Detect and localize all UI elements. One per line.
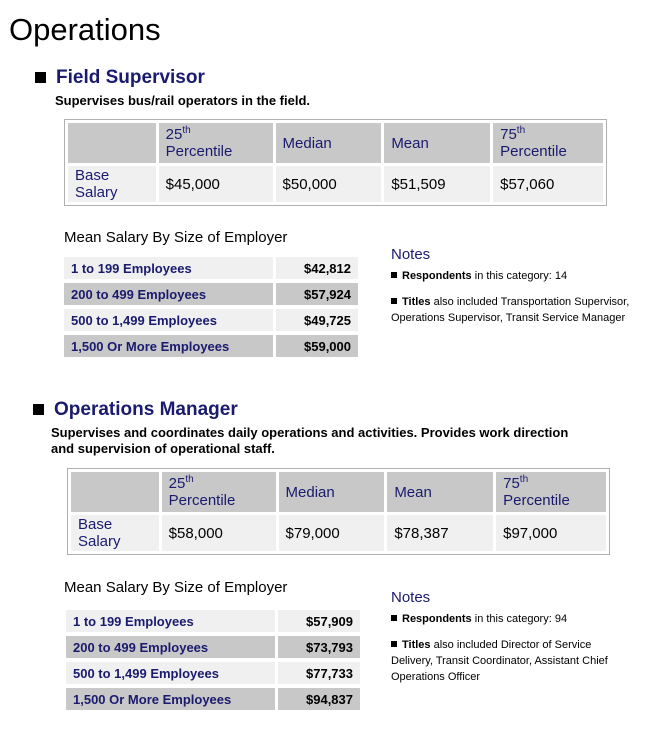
size-of-employer-heading: Mean Salary By Size of Employer [64, 229, 288, 246]
header-75th-percentile: 75th Percentile [496, 472, 606, 512]
salary-median-value: $79,000 [279, 515, 385, 551]
note-respondents: Respondents in this category: 14 [391, 268, 631, 284]
employer-size-value: $73,793 [275, 636, 360, 658]
employer-size-value: $57,909 [275, 610, 360, 632]
salary-percentile-table [64, 119, 607, 206]
bullet-square-icon [391, 615, 397, 621]
salary-header-row [68, 123, 603, 163]
employer-size-label: 500 to 1,499 Employees [66, 662, 275, 684]
employer-size-label: 1,500 Or More Employees [66, 688, 275, 710]
employer-size-value: $49,725 [273, 309, 358, 331]
table-row [66, 688, 360, 710]
table-row [66, 662, 360, 684]
employer-size-value: $77,733 [275, 662, 360, 684]
employer-size-value: $59,000 [273, 335, 358, 357]
notes-heading: Notes [391, 246, 431, 263]
table-row [66, 636, 360, 658]
table-row [64, 309, 358, 331]
job-description: Supervises bus/rail operators in the field. [55, 93, 311, 108]
header-median: Median [276, 123, 382, 163]
employer-size-label: 200 to 499 Employees [64, 283, 273, 305]
size-of-employer-table [66, 606, 360, 714]
note-titles: Titles also included Transportation Supervisor, Operations Supervisor, Transit Service Manager [391, 296, 630, 324]
salary-median-value: $50,000 [276, 166, 382, 202]
job-description: Supervises and coordinates daily operations and activities. Provides work direction and supervision of operational staff. [51, 425, 569, 456]
page-title: Operations [9, 12, 161, 47]
base-salary-label: Base Salary [71, 515, 159, 551]
bullet-square-icon [391, 272, 397, 278]
job-title: Field Supervisor [56, 67, 205, 88]
header-25th-percentile: 25th Percentile [159, 123, 273, 163]
table-row [66, 610, 360, 632]
note-titles: Titles also included Director of Service Delivery, Transit Coordinator, Assistant Chief Operations Officer [391, 639, 608, 683]
salary-p75-value: $57,060 [493, 166, 603, 202]
employer-size-label: 500 to 1,499 Employees [64, 309, 273, 331]
employer-size-value: $57,924 [273, 283, 358, 305]
employer-size-label: 1,500 Or More Employees [64, 335, 273, 357]
salary-percentile-table [67, 468, 610, 555]
employer-size-value: $94,837 [275, 688, 360, 710]
salary-p75-value: $97,000 [496, 515, 606, 551]
job-title: Operations Manager [54, 399, 238, 420]
bullet-square-icon [35, 72, 46, 83]
salary-p25-value: $58,000 [162, 515, 276, 551]
header-75th-percentile: 75th Percentile [493, 123, 603, 163]
salary-mean-value: $78,387 [387, 515, 493, 551]
header-25th-percentile: 25th Percentile [162, 472, 276, 512]
salary-p25-value: $45,000 [159, 166, 273, 202]
bullet-square-icon [391, 641, 397, 647]
employer-size-value: $42,812 [273, 257, 358, 279]
bullet-square-icon [33, 404, 44, 415]
employer-size-label: 1 to 199 Employees [64, 257, 273, 279]
table-row [64, 335, 358, 357]
notes-heading: Notes [391, 589, 431, 606]
table-row [64, 257, 358, 279]
note-respondents: Respondents in this category: 94 [391, 611, 631, 627]
size-of-employer-table [64, 253, 358, 361]
employer-size-label: 1 to 199 Employees [66, 610, 275, 632]
base-salary-label: Base Salary [68, 166, 156, 202]
salary-mean-value: $51,509 [384, 166, 490, 202]
employer-size-label: 200 to 499 Employees [66, 636, 275, 658]
base-salary-row [71, 515, 606, 551]
base-salary-row [68, 166, 603, 202]
header-mean: Mean [387, 472, 493, 512]
header-blank-cell [71, 472, 159, 512]
header-blank-cell [68, 123, 156, 163]
bullet-square-icon [391, 298, 397, 304]
salary-header-row [71, 472, 606, 512]
table-row [64, 283, 358, 305]
header-median: Median [279, 472, 385, 512]
header-mean: Mean [384, 123, 490, 163]
size-of-employer-heading: Mean Salary By Size of Employer [64, 579, 288, 596]
